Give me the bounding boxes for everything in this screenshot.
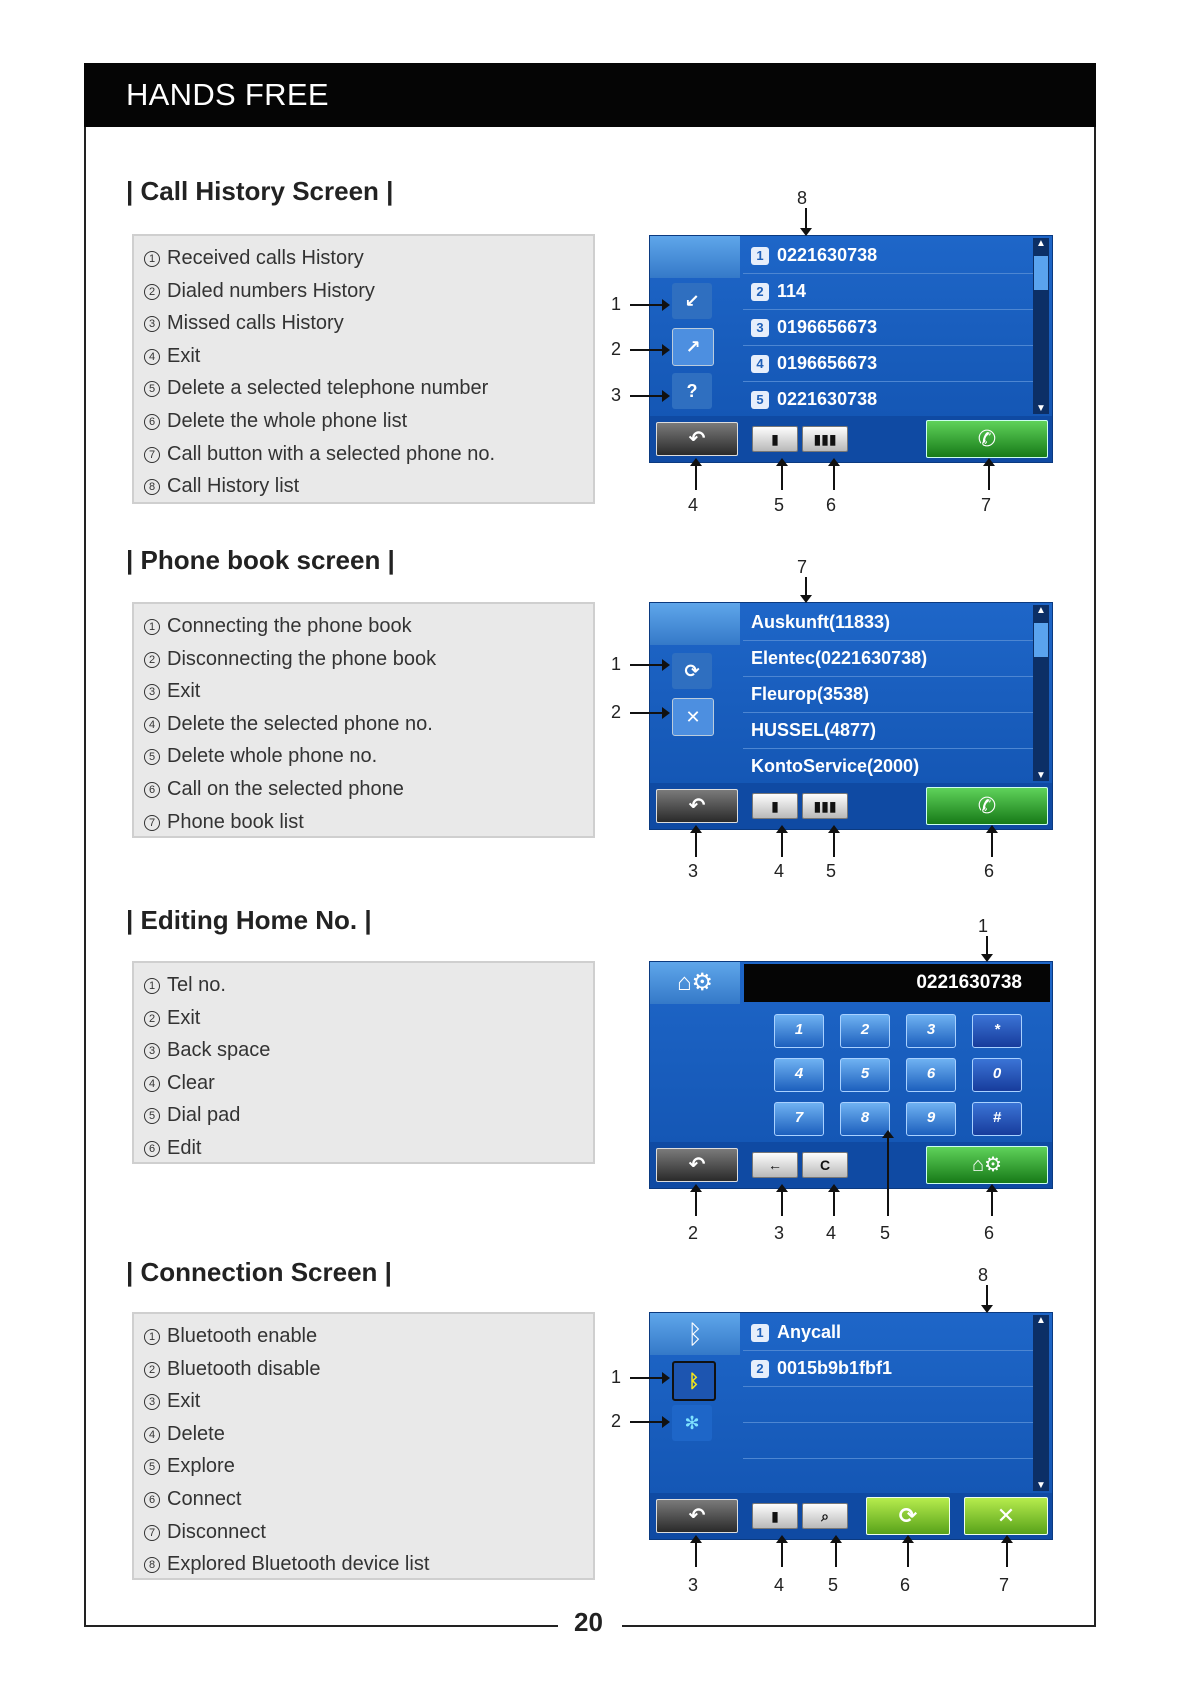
list-item[interactable]: HUSSEL(4877) (743, 713, 1033, 749)
desc-row: 1 Bluetooth enable (144, 1320, 593, 1353)
desc-row: 5 Delete whole phone no. (144, 740, 593, 773)
callout-arrow (805, 577, 807, 597)
callout-4: 4 (688, 495, 699, 515)
callout-arrow (1006, 1541, 1008, 1567)
callout-arrow (988, 464, 990, 490)
dial-key[interactable]: # (972, 1102, 1022, 1136)
callout-7: 7 (981, 495, 992, 515)
desc-row: 2 Exit (144, 1002, 593, 1035)
page-number: 20 (574, 1607, 603, 1637)
callout-1: 1 (978, 916, 989, 936)
desc-row: 5 Explore (144, 1450, 593, 1483)
callout-8: 8 (797, 188, 808, 208)
callout-2: 2 (611, 1411, 622, 1431)
callout-4: 4 (774, 861, 785, 881)
connection-screen (650, 1313, 1052, 1539)
scroll-down-icon[interactable]: ▼ (1036, 403, 1046, 414)
desc-row: 3 Exit (144, 1385, 593, 1418)
page-header-title: HANDS FREE (126, 77, 329, 112)
list-item[interactable]: 3 0196656673 (743, 310, 1033, 346)
callout-5: 5 (828, 1575, 839, 1595)
desc-row: 2 Bluetooth disable (144, 1353, 593, 1386)
delete-all-button[interactable]: ▮▮▮ (802, 793, 848, 819)
dial-key[interactable]: 5 (840, 1058, 890, 1092)
callout-4: 4 (826, 1223, 837, 1243)
callout-arrow (630, 712, 664, 714)
delete-all-button[interactable]: ▮▮▮ (802, 426, 848, 452)
phone-book-title: | Phone book screen | (126, 545, 395, 575)
callout-arrow (695, 1541, 697, 1567)
list-item[interactable]: 1 0221630738 (743, 238, 1033, 274)
phone-book-screen (650, 603, 1052, 829)
scrollbar[interactable] (1033, 1315, 1049, 1491)
desc-row: 8 Explored Bluetooth device list (144, 1548, 593, 1581)
callout-arrow (986, 1285, 988, 1307)
list-item (743, 1459, 1033, 1494)
exit-button[interactable]: ↶ (656, 1148, 738, 1182)
callout-arrow (835, 1541, 837, 1567)
scroll-up-icon[interactable]: ▲ (1036, 605, 1046, 616)
callout-arrow (991, 831, 993, 857)
editing-home-screen (650, 962, 1052, 1188)
list-item[interactable]: 4 0196656673 (743, 346, 1033, 382)
callout-2: 2 (611, 702, 622, 722)
phone-book-icon (650, 603, 740, 645)
desc-row: 7 Disconnect (144, 1516, 593, 1549)
scroll-down-icon[interactable]: ▼ (1036, 770, 1046, 781)
bluetooth-disable-icon[interactable]: ✻ (672, 1405, 712, 1441)
callout-arrow (907, 1541, 909, 1567)
clear-button[interactable]: C (802, 1152, 848, 1178)
callout-arrow (630, 304, 664, 306)
desc-row: 3 Missed calls History (144, 307, 593, 340)
page-header (84, 63, 1096, 127)
callout-3: 3 (688, 1575, 699, 1595)
callout-arrow (630, 1421, 664, 1423)
exit-button[interactable]: ↶ (656, 789, 738, 823)
callout-8: 8 (978, 1265, 989, 1285)
callout-arrow (781, 831, 783, 857)
dial-key[interactable]: 4 (774, 1058, 824, 1092)
explore-button[interactable]: ⌕ (802, 1503, 848, 1529)
callout-2: 2 (688, 1223, 699, 1243)
phone-list-icon (650, 236, 740, 278)
connect-button[interactable]: ⟳ (866, 1497, 950, 1535)
callout-arrow (781, 464, 783, 490)
desc-row: 2 Disconnecting the phone book (144, 643, 593, 676)
callout-arrow (695, 831, 697, 857)
scrollbar[interactable] (1033, 605, 1049, 781)
list-item[interactable]: Fleurop(3538) (743, 677, 1033, 713)
callout-5: 5 (826, 861, 837, 881)
desc-row: 1 Received calls History (144, 242, 593, 275)
callout-arrow (781, 1541, 783, 1567)
dial-key[interactable]: 8 (840, 1102, 890, 1136)
disconnect-button[interactable]: ✕ (964, 1497, 1048, 1535)
callout-3: 3 (611, 385, 622, 405)
disconnect-phonebook-icon[interactable]: ✕ (672, 698, 714, 736)
callout-2: 2 (611, 339, 622, 359)
callout-arrow (833, 464, 835, 490)
callout-arrow (991, 1190, 993, 1216)
footer-rule-right (622, 1625, 1096, 1627)
list-item[interactable]: Elentec(0221630738) (743, 641, 1033, 677)
backspace-button[interactable]: ← (752, 1152, 798, 1178)
callout-3: 3 (774, 1223, 785, 1243)
list-item[interactable]: 1 Anycall (743, 1315, 1033, 1351)
callout-5: 5 (774, 495, 785, 515)
callout-7: 7 (999, 1575, 1010, 1595)
phone-book-list (743, 605, 1033, 781)
desc-row: 4 Delete the selected phone no. (144, 708, 593, 741)
exit-button[interactable]: ↶ (656, 422, 738, 456)
list-item (743, 1387, 1033, 1423)
callout-6: 6 (900, 1575, 911, 1595)
phone-book-description-box (132, 602, 595, 838)
list-item[interactable]: 5 0221630738 (743, 382, 1033, 418)
callout-7: 7 (797, 557, 808, 577)
connection-description-box (132, 1312, 595, 1580)
callout-arrow (695, 464, 697, 490)
desc-row: 5 Dial pad (144, 1099, 593, 1132)
home-settings-icon: ⌂⚙ (650, 962, 740, 1004)
desc-row: 7 Call button with a selected phone no. (144, 438, 593, 471)
callout-arrow (833, 1190, 835, 1216)
desc-row: 3 Exit (144, 675, 593, 708)
connection-title: | Connection Screen | (126, 1257, 392, 1287)
delete-button[interactable]: ▮ (752, 793, 798, 819)
call-history-title: | Call History Screen | (126, 176, 394, 206)
dialed-calls-icon[interactable]: ↗ (672, 328, 714, 366)
desc-row: 4 Delete (144, 1418, 593, 1451)
list-item[interactable]: Auskunft(11833) (743, 605, 1033, 641)
editing-home-description-box (132, 961, 595, 1164)
list-item[interactable]: 2 0015b9b1fbf1 (743, 1351, 1033, 1387)
desc-row: 1 Connecting the phone book (144, 610, 593, 643)
callout-arrow (630, 349, 664, 351)
delete-button[interactable]: ▮ (752, 1503, 798, 1529)
editing-home-title: | Editing Home No. | (126, 905, 372, 935)
desc-row: 2 Dialed numbers History (144, 275, 593, 308)
scroll-up-icon[interactable]: ▲ (1036, 238, 1046, 249)
dial-key[interactable]: 0 (972, 1058, 1022, 1092)
callout-5: 5 (880, 1223, 891, 1243)
dial-key[interactable]: 9 (906, 1102, 956, 1136)
callout-1: 1 (611, 294, 622, 314)
dial-key[interactable]: * (972, 1014, 1022, 1048)
call-button[interactable]: ✆ (926, 420, 1048, 458)
callout-arrow (833, 831, 835, 857)
dial-key[interactable]: 1 (774, 1014, 824, 1048)
callout-arrow (630, 395, 664, 397)
footer-rule-left (84, 1625, 558, 1627)
desc-row: 7 Phone book list (144, 806, 593, 839)
callout-arrow (805, 208, 807, 230)
list-item[interactable]: 2 114 (743, 274, 1033, 310)
missed-calls-icon[interactable]: ? (672, 373, 712, 409)
call-button[interactable]: ✆ (926, 787, 1048, 825)
desc-row: 4 Exit (144, 340, 593, 373)
edit-button[interactable]: ⌂⚙ (926, 1146, 1048, 1184)
desc-row: 8 Call History list (144, 470, 593, 503)
desc-row: 6 Delete the whole phone list (144, 405, 593, 438)
desc-row: 5 Delete a selected telephone number (144, 372, 593, 405)
call-history-description-box (132, 234, 595, 504)
callout-1: 1 (611, 1367, 622, 1387)
desc-row: 4 Clear (144, 1067, 593, 1100)
call-history-screen (650, 236, 1052, 462)
dial-key[interactable]: 3 (906, 1014, 956, 1048)
list-item (743, 1423, 1033, 1459)
desc-row: 3 Back space (144, 1034, 593, 1067)
desc-row: 6 Connect (144, 1483, 593, 1516)
list-item[interactable]: KontoService(2000) (743, 749, 1033, 785)
callout-arrow (887, 1136, 889, 1216)
delete-button[interactable]: ▮ (752, 426, 798, 452)
bluetooth-enable-icon[interactable]: ᛒ (672, 1361, 716, 1401)
exit-button[interactable]: ↶ (656, 1499, 738, 1533)
dial-key[interactable]: 7 (774, 1102, 824, 1136)
callout-arrow (630, 664, 664, 666)
callout-1: 1 (611, 654, 622, 674)
callout-arrow (986, 936, 988, 956)
desc-row: 6 Edit (144, 1132, 593, 1165)
callout-6: 6 (826, 495, 837, 515)
callout-6: 6 (984, 861, 995, 881)
scrollbar[interactable] (1033, 238, 1049, 414)
tel-number-display: 0221630738 (744, 964, 1050, 1002)
callout-4: 4 (774, 1575, 785, 1595)
call-history-list (743, 238, 1033, 414)
scroll-thumb[interactable] (1034, 623, 1048, 657)
scroll-thumb[interactable] (1034, 256, 1048, 290)
desc-row: 1 Tel no. (144, 969, 593, 1002)
callout-6: 6 (984, 1223, 995, 1243)
scroll-up-icon[interactable]: ▲ (1036, 1315, 1046, 1326)
bluetooth-device-list (743, 1315, 1033, 1491)
dial-key[interactable]: 2 (840, 1014, 890, 1048)
callout-arrow (630, 1377, 664, 1379)
dial-key[interactable]: 6 (906, 1058, 956, 1092)
bluetooth-icon: ᛒ (650, 1313, 740, 1355)
connect-phonebook-icon[interactable]: ⟳ (672, 653, 712, 689)
callout-arrow (695, 1190, 697, 1216)
desc-row: 6 Call on the selected phone (144, 773, 593, 806)
received-calls-icon[interactable]: ↙ (672, 283, 712, 319)
callout-3: 3 (688, 861, 699, 881)
callout-arrow (781, 1190, 783, 1216)
scroll-down-icon[interactable]: ▼ (1036, 1480, 1046, 1491)
